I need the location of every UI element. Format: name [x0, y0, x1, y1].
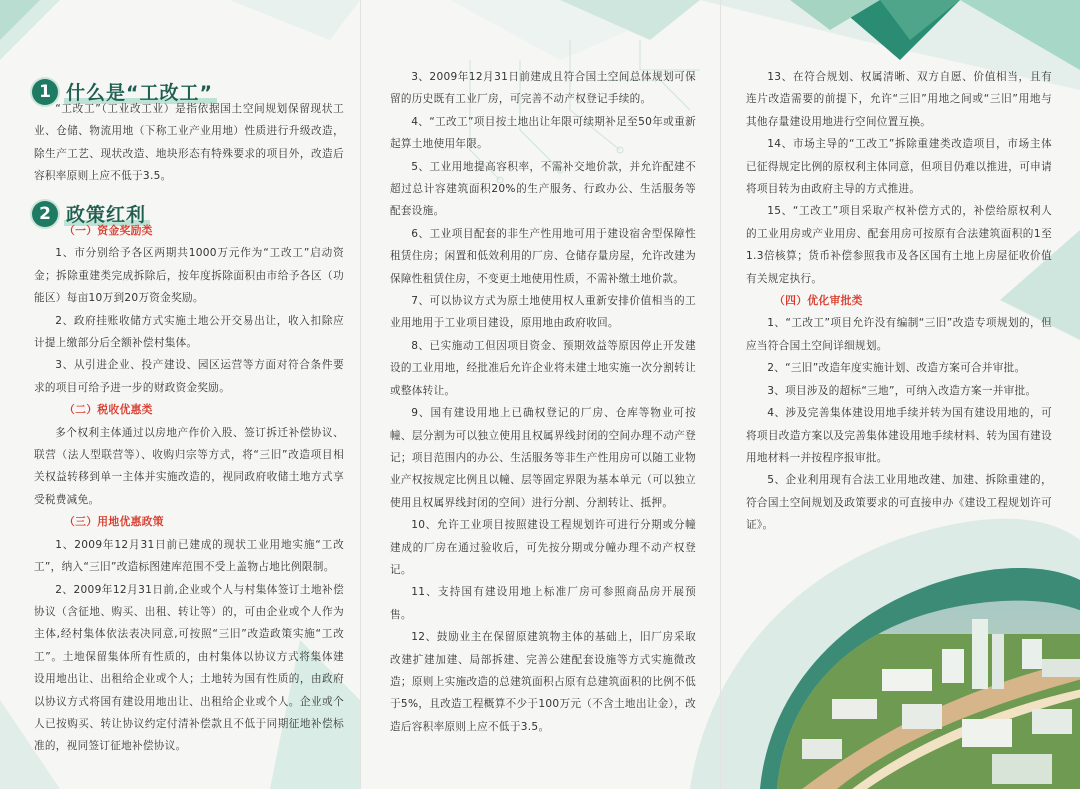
- category-heading: （一）资金奖励类: [64, 224, 153, 237]
- section-number-badge: 1: [32, 79, 58, 105]
- policy-item: 1、“工改工”项目允许没有编制“三旧”改造专项规划的，但应当符合国土空间详细规划。: [746, 317, 1052, 352]
- policy-item: 9、国有建设用地上已确权登记的厂房、仓库等物业可按幢、层分割为可以独立使用且权属界线封闭的空间办理不动产登记；项目范围内的办公、生活服务等非生产性用房可以随工业物业产权按规定比例且以幢、层等固定界限为基本单元（可以独立使用且权属界线封闭的空间）进行分割、分割转让、抵押。: [390, 407, 696, 509]
- policy-item: 1、2009年12月31日前已建成的现状工业用地实施“工改工”，纳入“三旧”改造标图建库范围不受上盖物占地比例限制。: [34, 538, 344, 574]
- policy-item: 12、鼓励业主在保留原建筑物主体的基础上，旧厂房采取改建扩建加建、局部拆建、完善公建配套设施等方式实施微改造；原则上实施改造的总建筑面积占原有总建筑面积的比例不低于5%，且改造工程概算不少于100万元（不含土地出让金），改造后容积率原则上应不低于3.5。: [390, 631, 696, 733]
- panel-fold: [360, 0, 361, 789]
- category-heading: （二）税收优惠类: [64, 403, 153, 417]
- paragraph: “工改工”（工业改工业）是指依据国土空间规划保留现状工业、仓储、物流用地（下称工业产业用地）性质进行升级改造，除生产工艺、现状改造、地块形态有特殊要求的项目外，改造后容积率原则上应不低于3.5。: [34, 103, 344, 183]
- policy-item: 14、市场主导的“工改工”拆除重建类改造项目，市场主体已征得规定比例的原权利主体同意，但项目仍难以推进，可申请将项目转为由政府主导的方式推进。: [746, 138, 1052, 196]
- middle-panel-content: [390, 66, 696, 738]
- policy-item: 4、“工改工”项目按土地出让年限可续期补足至50年或重新起算土地使用年限。: [390, 115, 696, 151]
- policy-item: 3、项目涉及的超标“三地”，可纳入改造方案一并审批。: [767, 384, 1037, 397]
- section-number-badge: 2: [32, 201, 58, 227]
- policy-item: 6、工业项目配套的非生产性用地可用于建设宿舍型保障性租赁住房；闲置和低效利用的厂房、仓储存量房屋，允许改建为保障性租赁住房，不变更土地使用性质，不需补缴土地价款。: [390, 227, 696, 285]
- policy-item: 7、可以协议方式为原土地使用权人重新安排价值相当的工业用地用于工业项目建设，原用地由政府收回。: [390, 295, 696, 330]
- policy-item: 3、从引进企业、投产建设、园区运营等方面对符合条件要求的项目可给予进一步的财政资金奖励。: [34, 359, 344, 394]
- policy-item: 2、政府挂账收储方式实施土地公开交易出让，收入扣除应计提上缴部分后全额补偿村集体。: [34, 314, 344, 350]
- policy-item: 1、市分别给予各区两期共1000万元作为“工改工”启动资金；拆除重建类完成拆除后，按年度拆除面积由市给予各区（功能区）每亩10万到20万资金奖励。: [34, 247, 344, 305]
- policy-item: 4、涉及完善集体建设用地手续并转为国有建设用地的，可将项目改造方案以及完善集体建设用地手续材料、转为国有建设用地材料一并按程序报审批。: [746, 407, 1052, 464]
- section-title: 政策红利: [66, 200, 146, 227]
- policy-item: 10、允许工业项目按照建设工程规划许可进行分期或分幢建成的厂房在通过验收后，可先按分期或分幢办理不动产权登记。: [390, 519, 696, 576]
- policy-item: 多个权利主体通过以房地产作价入股、签订拆迁补偿协议、联营（法人型联营等）、收购归宗等方式，将“三旧”改造项目相关权益转移到单一主体并实施改造的，视同政府收储土地方式享受税费减免。: [34, 426, 344, 506]
- policy-item: 15、“工改工”项目采取产权补偿方式的，补偿给原权利人的工业用房或产业用房、配套用房可按原有合法建筑面积的1至1.3倍核算；货币补偿参照我市及各区国有土地上房屋征收价值有关规定执行。: [746, 205, 1052, 285]
- policy-item: 5、工业用地提高容积率，不需补交地价款，并允许配建不超过总计容建筑面积20%的生产服务、行政办公、生活服务等配套设施。: [390, 160, 696, 218]
- policy-item: 2、“三旧”改造年度实施计划、改造方案可合并审批。: [767, 362, 1026, 375]
- policy-item: 3、2009年12月31日前建成且符合国土空间总体规划可保留的历史既有工业厂房，可完善不动产权登记手续的。: [390, 71, 696, 106]
- right-panel-content: [746, 66, 1052, 537]
- policy-item: 11、支持国有建设用地上标准厂房可参照商品房开展预售。: [390, 586, 696, 621]
- left-panel-content: [34, 220, 344, 758]
- category-heading: （三）用地优惠政策: [64, 515, 164, 529]
- section-1-body: [34, 98, 344, 188]
- policy-item: 5、企业利用现有合法工业用地改建、加建、拆除重建的，符合国土空间规划及政策要求的可直接申办《建设工程规划许可证》。: [746, 474, 1052, 532]
- section-title: 什么是“工改工”: [66, 78, 213, 105]
- category-heading: （四）优化审批类: [774, 294, 863, 308]
- panel-fold: [720, 0, 721, 789]
- city-aerial-image: [742, 539, 1080, 789]
- policy-item: 13、在符合规划、权属清晰、双方自愿、价值相当，且有连片改造需要的前提下，允许“三旧”用地之间或“三旧”用地与其他存量建设用地进行空间位置互换。: [746, 71, 1052, 128]
- policy-item: 8、已实施动工但因项目资金、预期效益等原因停止开发建设的工业用地，经批准后允许企业将未建土地实施一次分割转让或整体转让。: [390, 339, 696, 397]
- policy-item: 2、2009年12月31日前,企业或个人与村集体签订土地补偿协议（含征地、购买、出租、转让等）的，可由企业或个人作为主体,经村集体依法表决同意,可按照“三旧”改造政策实施“工改工”。土地保留集体所有性质的，由村集体以协议方式将集体建设用地出让、出租给企业或个人；土地转为国有性质的，由政府以协议方式将国有建设用地出让、出租给企业或个人。企业或个人已按购买、转让协议约定付清补偿款且不低于同期征地补偿标准的，视同签订征地补偿协议。: [34, 583, 344, 753]
